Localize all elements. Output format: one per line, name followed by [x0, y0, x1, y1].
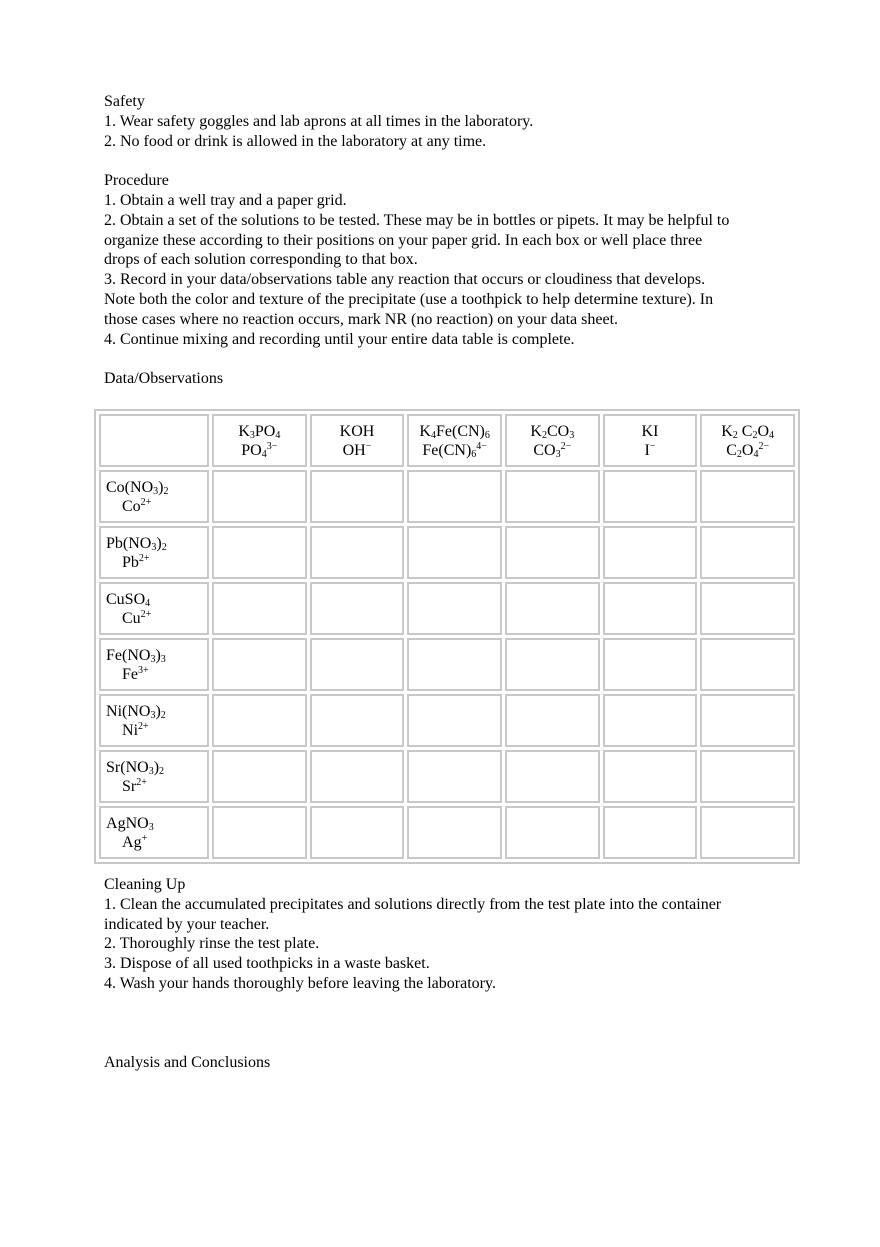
column-compound: KI: [641, 422, 659, 440]
column-header: [505, 414, 600, 467]
observation-cell: [407, 806, 502, 859]
observation-cell: [700, 582, 795, 635]
analysis-heading: Analysis and Conclusions: [104, 1054, 271, 1071]
column-compound: $K_4Fe(CN)_6$: [419, 422, 490, 441]
observation-cell: [407, 694, 502, 747]
observation-cell: [700, 638, 795, 691]
cleanup-heading: Cleaning Up: [104, 876, 186, 893]
row-ion: $Co^{2+}$: [122, 496, 152, 515]
procedure-line: organize these according to their positions on your paper grid. In each box or well place three: [104, 231, 703, 249]
observation-cell: [310, 638, 405, 691]
observation-cell: [505, 750, 600, 803]
row-compound: CuSO$_4$: [106, 590, 151, 609]
safety-heading: Safety: [104, 93, 145, 110]
row-header: [99, 470, 209, 523]
row-compound: $Pb(NO_3)_2$: [106, 534, 167, 553]
observation-cell: [310, 806, 405, 859]
column-header: [407, 414, 502, 467]
table-row: [99, 526, 795, 579]
row-ion: Ag+: [122, 832, 148, 851]
cleanup-section: [104, 875, 804, 994]
procedure-heading: Procedure: [104, 172, 169, 190]
observation-cell: [310, 582, 405, 635]
column-compound: KOH: [339, 422, 375, 440]
column-ion: $C_2O_4^{2-}$: [726, 440, 770, 460]
observation-cell: [212, 806, 307, 859]
row-header: [99, 526, 209, 579]
observation-cell: [212, 638, 307, 691]
row-header: [99, 806, 209, 859]
row-ion: $Sr^{2+}$: [122, 776, 147, 795]
observation-cell: [505, 806, 600, 859]
observation-cell: [603, 638, 698, 691]
observation-cell: [700, 750, 795, 803]
procedure-line: drops of each solution corresponding to that box.: [104, 251, 418, 269]
table-row: [99, 470, 795, 523]
procedure-line: 1. Obtain a well tray and a paper grid.: [104, 191, 347, 209]
observation-cell: [603, 582, 698, 635]
observation-cell: [407, 638, 502, 691]
column-ion: $Fe(CN)_6^{4-}$: [422, 440, 487, 460]
table-row: [99, 750, 795, 803]
observation-cell: [505, 470, 600, 523]
observation-cell: [407, 470, 502, 523]
observation-cell: [407, 750, 502, 803]
column-ion: OH−: [342, 440, 372, 459]
procedure-line: those cases where no reaction occurs, mark NR (no reaction) on your data sheet.: [104, 310, 619, 328]
observation-cell: [505, 638, 600, 691]
safety-item: 2. No food or drink is allowed in the laboratory at any time.: [104, 132, 487, 150]
observation-cell: [505, 694, 600, 747]
table-row: [99, 806, 795, 859]
observation-cell: [212, 582, 307, 635]
analysis-section: [104, 1053, 804, 1073]
observation-cell: [407, 582, 502, 635]
procedure-line: Note both the color and texture of the precipitate (use a toothpick to help determine texture). In: [104, 290, 714, 308]
row-compound: AgNO$_3$: [106, 814, 154, 833]
column-compound: $K_3PO_4$: [238, 422, 281, 441]
cleanup-line: 3. Dispose of all used toothpicks in a waste basket.: [104, 955, 430, 973]
observation-cell: [603, 694, 698, 747]
cleanup-line: 2. Thoroughly rinse the test plate.: [104, 935, 320, 953]
row-compound: $Ni(NO_3)_2$: [106, 702, 166, 721]
observation-cell: [310, 470, 405, 523]
column-compound: $K_2CO_3$: [530, 422, 575, 441]
observation-cell: [407, 526, 502, 579]
procedure-line: 4. Continue mixing and recording until your entire data table is complete.: [104, 330, 575, 348]
observation-cell: [212, 470, 307, 523]
observation-cell: [310, 750, 405, 803]
cleanup-line: 1. Clean the accumulated precipitates and solutions directly from the test plate into the container: [104, 895, 722, 913]
data-observations-heading: Data/Observations: [104, 370, 224, 388]
column-compound: $K_2$ $C_2O_4$: [721, 422, 775, 441]
row-header: [99, 638, 209, 691]
observation-cell: [700, 694, 795, 747]
row-compound: $Co(NO_3)_2$: [106, 478, 169, 497]
column-header: [310, 414, 405, 467]
document-body: [104, 92, 804, 389]
observation-cell: [603, 526, 698, 579]
row-header: [99, 750, 209, 803]
column-ion: $CO_3^{2-}$: [533, 440, 572, 460]
corner-cell: [99, 414, 209, 467]
observation-cell: [700, 526, 795, 579]
observation-cell: [505, 582, 600, 635]
observation-cell: [310, 694, 405, 747]
observation-cell: [212, 526, 307, 579]
observation-cell: [310, 526, 405, 579]
column-ion: $PO_4^{3-}$: [241, 440, 278, 460]
table-row: [99, 582, 795, 635]
column-header: [700, 414, 795, 467]
observation-cell: [212, 694, 307, 747]
procedure-line: 2. Obtain a set of the solutions to be tested. These may be in bottles or pipets. It may be helpful to: [104, 211, 730, 229]
row-ion: $Pb^{2+}$: [122, 552, 150, 571]
row-compound: $Fe(NO_3)_3$: [106, 646, 166, 665]
procedure-line: 3. Record in your data/observations table any reaction that occurs or cloudiness that develops.: [104, 271, 706, 289]
observation-cell: [700, 806, 795, 859]
column-header: [603, 414, 698, 467]
table-header-row: [99, 414, 795, 467]
data-table: [94, 409, 800, 864]
row-compound: $Sr(NO_3)_2$: [106, 758, 165, 777]
table-row: [99, 694, 795, 747]
row-ion: $Ni^{2+}$: [122, 720, 149, 739]
observation-cell: [603, 470, 698, 523]
cleanup-line: 4. Wash your hands thoroughly before leaving the laboratory.: [104, 974, 496, 992]
row-header: [99, 694, 209, 747]
table-row: [99, 638, 795, 691]
observation-cell: [603, 806, 698, 859]
observation-cell: [603, 750, 698, 803]
observation-cell: [505, 526, 600, 579]
row-ion: $Cu^{2+}$: [122, 608, 152, 627]
safety-item: 1. Wear safety goggles and lab aprons at all times in the laboratory.: [104, 112, 534, 130]
row-header: [99, 582, 209, 635]
cleanup-line: indicated by your teacher.: [104, 915, 270, 933]
column-header: [212, 414, 307, 467]
column-ion: I−: [644, 440, 656, 459]
row-ion: $Fe^{3+}$: [122, 664, 149, 683]
observation-cell: [212, 750, 307, 803]
observation-cell: [700, 470, 795, 523]
